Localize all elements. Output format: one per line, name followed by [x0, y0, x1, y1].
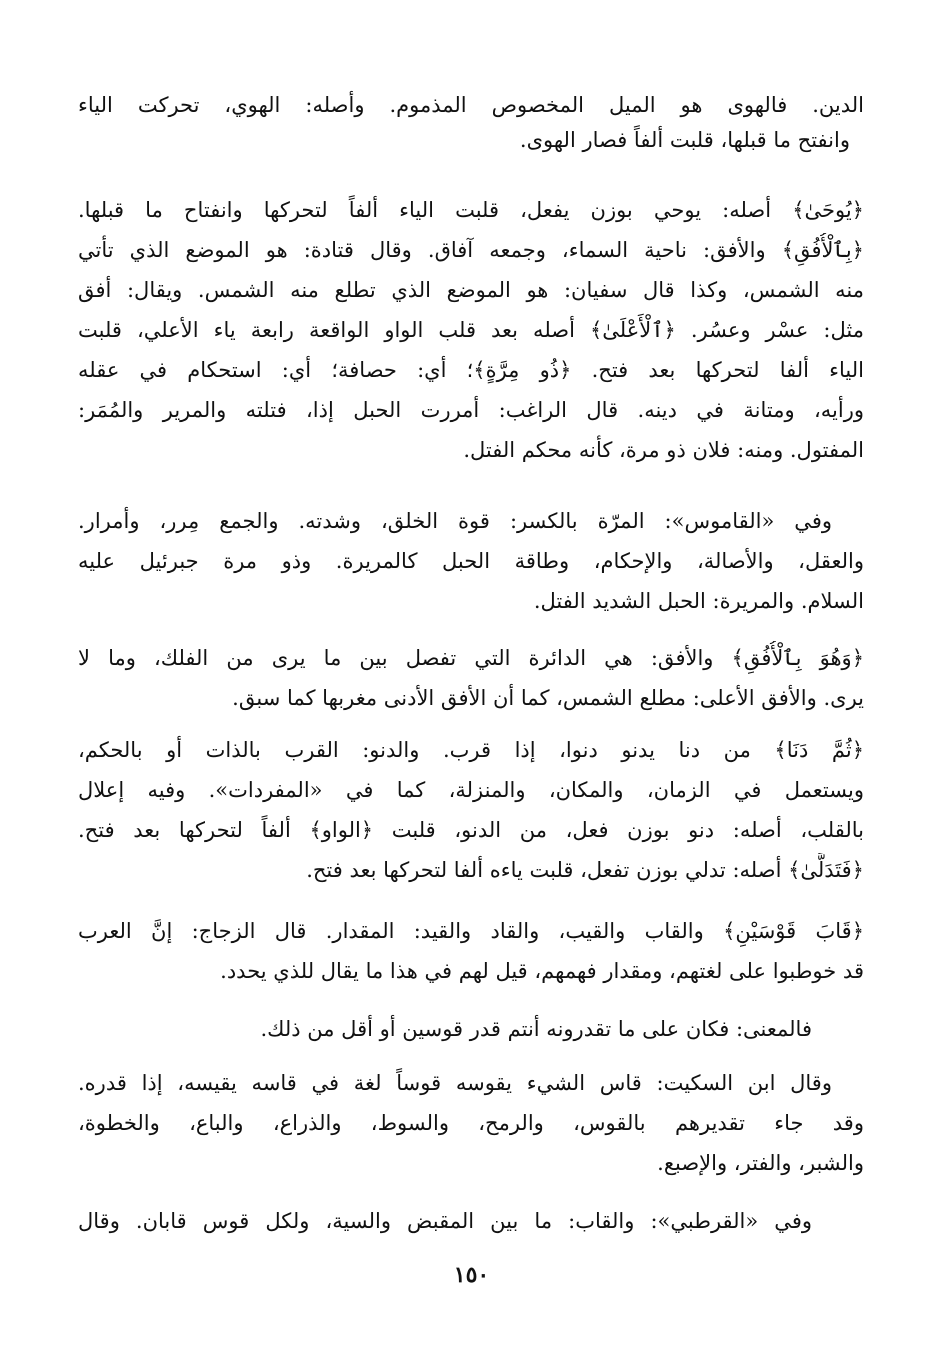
- text-line: ﴿ثُمَّ دَنَا﴾ من دنا يدنو دنوا، إذا قرب. والدنو: القرب بالذات أو بالحكم،: [78, 738, 864, 762]
- text-line: يرى. والأفق الأعلى: مطلع الشمس، كما أن الأفق الأدنى مغربها كما سبق.: [232, 686, 864, 710]
- text-line: ﴿فَتَدَلَّىٰ﴾ أصله: تدلي بوزن تفعل، قلبت ياءه ألفا لتحركها بعد فتح.: [306, 858, 864, 882]
- text-line: والعقل، والأصالة، والإحكام، وطاقة الحبل كالمريرة. وذو مرة جبرئيل عليه: [78, 549, 864, 573]
- paragraph-qamus: [78, 504, 864, 619]
- page-number: ١٥٠: [453, 1262, 490, 1288]
- text-line: ورأيه، ومتانة في دينه. قال الراغب: أمررت الحبل إذا، فتلته والمرير والمُمَر:: [78, 398, 864, 422]
- text-line: المفتول. ومنه: فلان ذو مرة، كأنه محكم الفتل.: [463, 438, 864, 462]
- text-line: مثل: عسْر وعسُر. ﴿ٱلْأَعْلَىٰ﴾ أصله بعد قلب الواو الواقعة رابعة ياء الأعلي، قلبت: [78, 318, 864, 342]
- text-line: ﴿يُوحَىٰ﴾ أصله: يوحي بوزن يفعل، قلبت الياء ألفاً لتحركها وانفتاح ما قبلها.: [78, 198, 864, 222]
- text-line: وفي «القرطبي»: والقاب: ما بين المقبض والسية، ولكل قوس قابان. وقال: [78, 1209, 812, 1233]
- text-line: قد خوطبوا على لغتهم، ومقدار فهمهم، قيل لهم في هذا ما يقال للذي يحدد.: [220, 959, 864, 983]
- text-line: فالمعنى: فكان على ما تقدرونه أنتم قدر قوسين أو أقل من ذلك.: [260, 1017, 812, 1041]
- paragraph-qab: [78, 914, 864, 989]
- paragraph-dana: [78, 733, 864, 888]
- paragraph-yuha: [78, 193, 864, 468]
- text-line: وفي «القاموس»: المرّة بالكسر: قوة الخلق، وشدته. والجمع مِرر، وأمرار.: [78, 509, 832, 533]
- paragraph-hawa: [78, 88, 864, 158]
- text-line: وقد جاء تقديرهم بالقوس، والرمح، والسوط، والذراع، والباع، والخطوة،: [78, 1111, 864, 1135]
- paragraph-maana: [78, 1012, 864, 1047]
- text-line: وانفتح ما قبلها، قلبت ألفاً فصار الهوى.: [519, 128, 850, 152]
- text-line: ﴿وَهُوَ بِٱلْأُفُقِ﴾ والأفق: هي الدائرة التي تفصل بين ما يرى من الفلك، وما لا: [78, 646, 864, 670]
- text-line: وقال ابن السكيت: قاس الشيء يقوسه قوساً لغة في قاسه يقيسه، إذا قدره.: [78, 1071, 832, 1095]
- paragraph-sikkit: [78, 1066, 864, 1181]
- text-line: ﴿قَابَ قَوْسَيْنِ﴾ والقاب والقيب، والقاد والقيد: المقدار. قال الزجاج: إنَّ العرب: [78, 919, 864, 943]
- text-line: الياء ألفا لتحركها بعد فتح. ﴿ذُو مِرَّةٍ﴾؛ أي: حصافة؛ أي: استحكام في عقله: [78, 358, 864, 382]
- paragraph-qurtubi: [78, 1204, 864, 1239]
- paragraph-ufuq: [78, 641, 864, 716]
- text-line: ويستعمل في الزمان، والمكان، والمنزلة، كما في «المفردات». وفيه إعلال: [78, 778, 864, 802]
- text-line: منه الشمس، وكذا قال سفيان: هو الموضع الذي تطلع منه الشمس. ويقال: أفق: [78, 278, 864, 302]
- text-line: الدين. فالهوى هو الميل المخصوص المذموم. وأصله: الهوي، تحركت الياء: [78, 93, 864, 117]
- text-line: السلام. والمريرة: الحبل الشديد الفتل.: [533, 589, 864, 613]
- text-line: والشبر، والفتر، والإصبع.: [657, 1151, 864, 1175]
- text-line: ﴿بِٱلْأُفُقِ﴾ والأفق: ناحية السماء، وجمعه آفاق. وقال قتادة: هو الموضع الذي تأتي: [78, 238, 864, 262]
- text-line: بالقلب، أصله: دنو بوزن فعل، من الدنو، قلبت ﴿الواو﴾ ألفاً لتحركها بعد فتح.: [78, 818, 864, 842]
